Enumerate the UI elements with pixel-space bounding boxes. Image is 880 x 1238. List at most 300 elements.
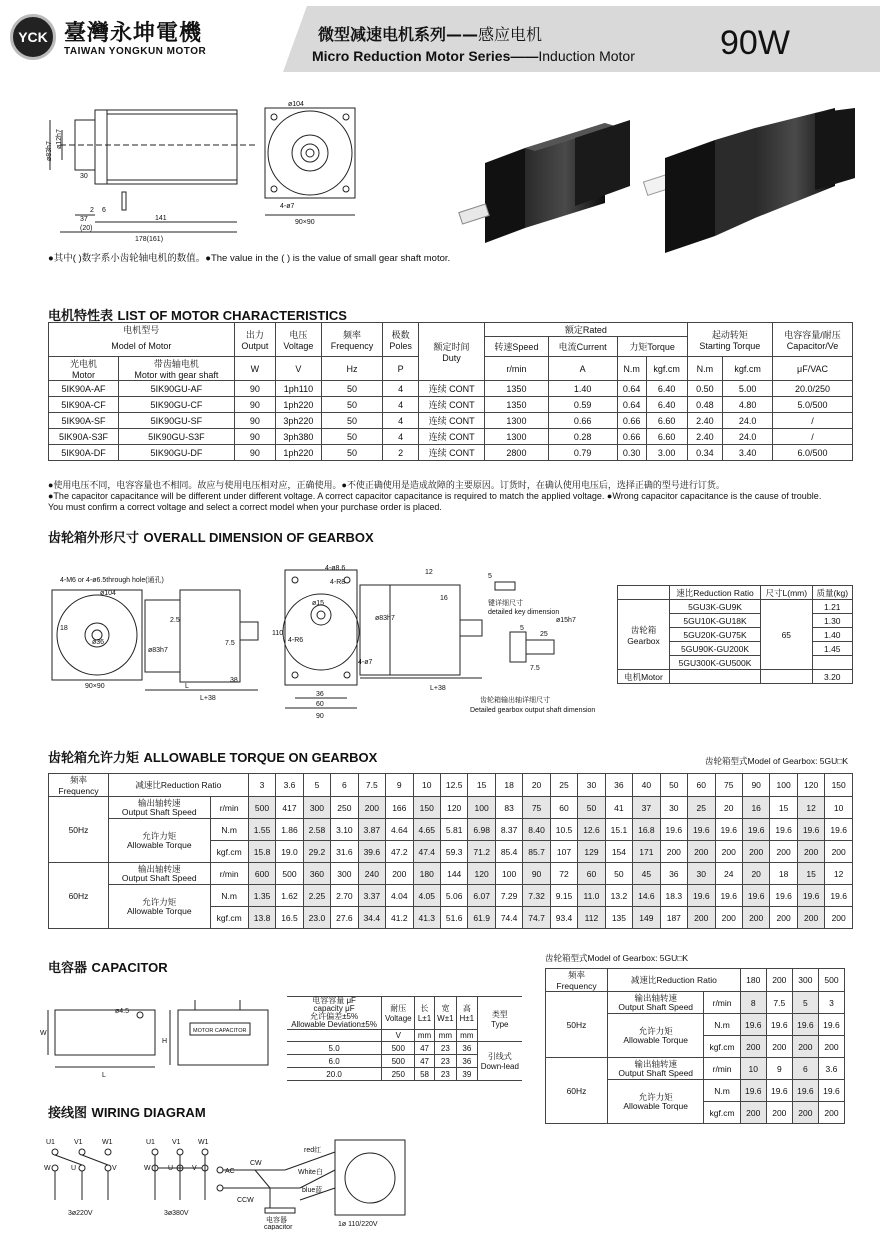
motor-cell: 90 <box>234 445 276 461</box>
th-width-cn: 宽 <box>441 1004 450 1013</box>
ratio-header: 50 <box>660 774 687 797</box>
torque-value: 200 <box>770 907 797 929</box>
param-cell <box>608 1014 704 1058</box>
torque-row <box>546 992 845 1014</box>
torque-value: 41.2 <box>386 907 413 929</box>
terminal-label: W1 <box>102 1139 113 1146</box>
th-unit: μF/VAC <box>773 357 853 381</box>
torque2-table <box>545 968 845 1124</box>
torque-value: 3.6 <box>818 1058 844 1080</box>
power-rating: 90W <box>720 24 790 62</box>
param-cell <box>608 1080 704 1124</box>
th-voltage <box>382 997 415 1030</box>
ratio-cell: 5GU10K-GU18K <box>670 614 761 628</box>
torque-value: 150 <box>413 797 440 819</box>
torque-value: 200 <box>740 1102 766 1124</box>
ratio-header: 7.5 <box>358 774 385 797</box>
dim-label: 2 <box>90 207 94 214</box>
ratio-header: 150 <box>825 774 853 797</box>
motor-cell: 4.80 <box>723 397 773 413</box>
brand-name-cn: 臺灣永坤電機 <box>64 21 203 46</box>
torque-value: 75 <box>523 797 550 819</box>
dim-label: 30 <box>80 173 88 180</box>
torque-row <box>49 797 853 819</box>
motor-cell: 0.28 <box>548 429 617 445</box>
ratio-header: 6 <box>331 774 358 797</box>
torque-value: 4.05 <box>413 885 440 907</box>
torque-value: 10 <box>740 1058 766 1080</box>
ratio-header: 120 <box>797 774 824 797</box>
cap-type-cn: 引线式 <box>487 1052 512 1061</box>
motor-cell: 50 <box>321 445 383 461</box>
cap-dim: L <box>102 1072 106 1079</box>
param-cell <box>109 819 211 863</box>
torque-value: 187 <box>660 907 687 929</box>
param-cn: 输出轴转速 <box>138 863 181 874</box>
motor-cell: 0.50 <box>687 381 723 397</box>
brand-logo: YCK <box>10 14 56 60</box>
dim-label: ø83h7 <box>375 615 395 622</box>
torque-value: 23.0 <box>303 907 330 929</box>
th-cap <box>287 997 382 1030</box>
torque-value: 600 <box>248 863 275 885</box>
torque-value: 60 <box>578 863 605 885</box>
th-plain-cn: 光电机 <box>70 359 98 369</box>
shaft-note-cn: 齿轮箱输出轴详细尺寸 <box>480 697 550 704</box>
torque-value: 200 <box>715 907 742 929</box>
param-cell <box>109 885 211 929</box>
th-unit: kgf.cm <box>723 357 773 381</box>
torque-value: 5 <box>792 992 818 1014</box>
torque-value: 2.25 <box>303 885 330 907</box>
cap-cell: 36 <box>457 1055 478 1068</box>
torque-table <box>48 773 853 929</box>
unit-cell: r/min <box>210 863 248 885</box>
cap-cell: 23 <box>434 1042 456 1055</box>
torque-value: 20 <box>742 863 769 885</box>
voltage-label: 1ø 110/220V <box>338 1221 378 1228</box>
ratio-header: 60 <box>688 774 715 797</box>
param-cell <box>608 1058 704 1080</box>
motor-cell: 0.64 <box>617 397 646 413</box>
motor-outline-drawing <box>40 100 460 245</box>
th-output <box>234 323 276 357</box>
dim-label: ø83h7 <box>46 141 53 161</box>
torque-value: 41 <box>605 797 632 819</box>
torque-value: 250 <box>331 797 358 819</box>
torque-value: 19.6 <box>792 1080 818 1102</box>
freq-cell: 60Hz <box>49 863 109 929</box>
torque-value: 19.6 <box>797 885 824 907</box>
param-en: Allowable Torque <box>623 1034 688 1045</box>
terminal-label: V1 <box>172 1139 181 1146</box>
th-plain-en: Motor <box>72 370 96 380</box>
th-type-en: Type <box>491 1020 509 1029</box>
torque-value: 15.8 <box>248 841 275 863</box>
param-en: Output Shaft Speed <box>121 806 197 817</box>
torque-value: 200 <box>797 907 824 929</box>
torque-value: 500 <box>276 863 303 885</box>
torque-value: 4.64 <box>386 819 413 841</box>
motor-cell: 0.59 <box>548 397 617 413</box>
torque-value: 60 <box>550 797 577 819</box>
motor-cell: 0.66 <box>617 429 646 445</box>
motor-cell: 0.66 <box>548 413 617 429</box>
ratio-header: 3 <box>248 774 275 797</box>
torque-value: 24 <box>715 863 742 885</box>
param-en: Output Shaft Speed <box>121 872 197 883</box>
torque-value: 13.8 <box>248 907 275 929</box>
torque-value: 16 <box>742 797 769 819</box>
ac-label: AC <box>225 1168 235 1175</box>
param-cn: 输出轴转速 <box>634 1058 677 1069</box>
torque-value: 18.3 <box>660 885 687 907</box>
th-cap-en: capacity μF <box>313 1004 355 1013</box>
dim-label: 25 <box>540 631 548 638</box>
param-en: Output Shaft Speed <box>618 1001 694 1012</box>
capacitor-title <box>48 957 168 976</box>
title-cn: 齿轮箱外形尺寸 <box>48 531 140 546</box>
ratio-cell <box>670 670 761 684</box>
torque-value: 200 <box>660 841 687 863</box>
torque-value: 8 <box>740 992 766 1014</box>
cap-dim: H <box>162 1038 168 1045</box>
torque-value: 12 <box>797 797 824 819</box>
motor-row <box>49 381 853 397</box>
motor-cell: 0.34 <box>687 445 723 461</box>
th-voltage-cn: 电压 <box>289 330 308 340</box>
dim-label: 18 <box>60 625 68 632</box>
torque-row <box>49 819 853 841</box>
unit-cell: r/min <box>704 992 740 1014</box>
th-frequency <box>321 323 383 357</box>
motor-cell: 5IK90GU-S3F <box>119 429 235 445</box>
ratio-header: 180 <box>740 969 766 992</box>
torque-value: 200 <box>715 841 742 863</box>
torque-value: 120 <box>440 797 467 819</box>
dim-label: 60 <box>316 701 324 708</box>
th-voltage <box>276 323 321 357</box>
cap-cell: 47 <box>415 1042 434 1055</box>
motor-cell: 4 <box>383 381 419 397</box>
th-length <box>415 997 434 1030</box>
cap-cell: 23 <box>434 1068 456 1081</box>
motor-cell: 5.0/500 <box>773 397 853 413</box>
dim-label: 4-M6 or 4-ø6.5through hole(通孔) <box>60 577 164 584</box>
size-cell: 65 <box>761 600 812 670</box>
motor-photos <box>455 108 865 258</box>
mass-cell: 1.40 <box>812 628 852 642</box>
torque-value: 74.7 <box>523 907 550 929</box>
dim-label: 2.5 <box>170 617 180 624</box>
th-unit: r/min <box>485 357 549 381</box>
ratio-header: 15 <box>468 774 495 797</box>
th-size: 尺寸L(mm) <box>761 586 812 600</box>
th-ratio: 速比Reduction Ratio <box>670 586 761 600</box>
torque-row <box>546 1058 845 1080</box>
param-cell <box>109 797 211 819</box>
dim-label: ø15h7 <box>556 617 576 624</box>
title-cn: 接线图 <box>48 1106 88 1121</box>
torque-value: 129 <box>578 841 605 863</box>
motor-cell: / <box>773 429 853 445</box>
torque-value: 3.37 <box>358 885 385 907</box>
th-freq: 频率Frequency <box>49 774 109 797</box>
mass-cell: 1.21 <box>812 600 852 614</box>
ratio-header: 12.5 <box>440 774 467 797</box>
capacitor-label-en: capacitor <box>264 1224 293 1230</box>
th-width-en: W±1 <box>437 1014 454 1023</box>
capacitor-label-cn: 电容器 <box>266 1217 287 1224</box>
torque-value: 19.6 <box>715 885 742 907</box>
cap-cell: 500 <box>382 1055 415 1068</box>
unit-cell: kgf.cm <box>704 1036 740 1058</box>
terminal-label: U <box>71 1165 77 1172</box>
terminal-label: V <box>192 1165 197 1172</box>
torque-value: 30 <box>660 797 687 819</box>
torque-value: 1.86 <box>276 819 303 841</box>
motor-cell: 5IK90GU-SF <box>119 413 235 429</box>
motor-cell: 3.40 <box>723 445 773 461</box>
torque-value: 19.6 <box>740 1080 766 1102</box>
motor-cell: 5IK90A-DF <box>49 445 119 461</box>
th-freq-en: Frequency <box>330 341 374 351</box>
th-starting-torque <box>687 323 772 357</box>
cap-cell: 250 <box>382 1068 415 1081</box>
th-ratio: 减速比Reduction Ratio <box>109 774 249 797</box>
unit-cell: N.m <box>704 1080 740 1102</box>
ratio-header: 30 <box>578 774 605 797</box>
title-en: OVERALL DIMENSION OF GEARBOX <box>143 530 374 545</box>
dim-label: L <box>185 683 189 690</box>
th-height <box>457 997 478 1030</box>
motor-cell: 50 <box>321 397 383 413</box>
torque-rows <box>49 797 853 929</box>
motor-cell: 5IK90A-CF <box>49 397 119 413</box>
th-duty <box>418 323 484 381</box>
shaft-note-cn: ●其中( )数字系小齿轮轴电机的数值。 <box>48 253 206 264</box>
param-en: Allowable Torque <box>126 839 192 850</box>
th-voltage-cn: 耐压 <box>390 1004 407 1013</box>
th-unit: Hz <box>321 357 383 381</box>
motor-cell: 90 <box>234 413 276 429</box>
torque-value: 100 <box>468 797 495 819</box>
th-capacitor <box>773 323 853 357</box>
motor-cell: 90 <box>234 429 276 445</box>
param-cn: 允许力矩 <box>638 1025 673 1036</box>
torque-value: 20 <box>715 797 742 819</box>
torque-value: 19.6 <box>742 885 769 907</box>
torque2-model-note: 齿轮箱型式Model of Gearbox: 5GU□K <box>545 953 689 963</box>
motor-cell: 24.0 <box>723 429 773 445</box>
cap-cell: 36 <box>457 1042 478 1055</box>
dim-label: 90 <box>316 713 324 720</box>
torque-value: 59.3 <box>440 841 467 863</box>
dim-label: 90×90 <box>85 683 105 690</box>
ccw-label: CCW <box>237 1197 254 1204</box>
torque-value: 8.40 <box>523 819 550 841</box>
gearbox-dim-title <box>48 527 374 546</box>
cap-dim: ø4.5 <box>115 1008 130 1015</box>
motor-cell: 5.00 <box>723 381 773 397</box>
torque-value: 4.65 <box>413 819 440 841</box>
th-model-en: Model of Motor <box>49 337 235 357</box>
th-gear-en: Motor with gear shaft <box>134 370 219 380</box>
torque-value: 19.6 <box>742 819 769 841</box>
th-freq: 频率Frequency <box>546 969 608 992</box>
dim-label: 4-R6 <box>288 637 304 644</box>
torque-value: 31.6 <box>331 841 358 863</box>
torque-value: 500 <box>248 797 275 819</box>
torque-value: 417 <box>276 797 303 819</box>
terminal-label: V1 <box>74 1139 83 1146</box>
torque-value: 47.4 <box>413 841 440 863</box>
torque-row <box>49 885 853 907</box>
ratio-cell: 5GU3K-GU9K <box>670 600 761 614</box>
motor-cell: 1.40 <box>548 381 617 397</box>
title-en: WIRING DIAGRAM <box>91 1105 206 1120</box>
unit-cell: N.m <box>210 885 248 907</box>
dim-label: 5 <box>488 573 492 580</box>
ratio-header: 36 <box>605 774 632 797</box>
motor-cell: 90 <box>234 381 276 397</box>
motor-cell: 5IK90GU-CF <box>119 397 235 413</box>
torque-value: 3.10 <box>331 819 358 841</box>
motor-cell: 50 <box>321 381 383 397</box>
size-cell <box>761 670 812 684</box>
title-cn: 电容器 <box>48 961 88 976</box>
ratio-header: 10 <box>413 774 440 797</box>
motor-cell: 6.0/500 <box>773 445 853 461</box>
freq-cell: 50Hz <box>546 992 608 1058</box>
motor-cell: 1350 <box>485 381 549 397</box>
cap-cell: 20.0 <box>287 1068 382 1081</box>
capacitor-table <box>287 996 522 1081</box>
dim-label: 4-ø7 <box>358 659 373 666</box>
title-en: CAPACITOR <box>91 960 168 975</box>
torque-row <box>49 863 853 885</box>
torque-value: 50 <box>605 863 632 885</box>
th-height-cn: 高 <box>462 1004 471 1013</box>
cap-cell: 23 <box>434 1055 456 1068</box>
terminal-label: W <box>144 1165 151 1172</box>
torque-value: 72 <box>550 863 577 885</box>
characteristics-rows <box>49 381 853 461</box>
motor-cell: 1ph220 <box>276 445 321 461</box>
torque-value: 12.6 <box>578 819 605 841</box>
torque-value: 25 <box>688 797 715 819</box>
torque-value: 200 <box>766 1036 792 1058</box>
torque-value: 39.6 <box>358 841 385 863</box>
wiring-diagram <box>40 1130 420 1230</box>
terminal-label: W <box>44 1165 51 1172</box>
torque-value: 15 <box>770 797 797 819</box>
motor-cell: 1300 <box>485 413 549 429</box>
motor-cell: 24.0 <box>723 413 773 429</box>
dim-label: 36 <box>316 691 324 698</box>
motor-cell: 1300 <box>485 429 549 445</box>
torque-value: 200 <box>818 1102 844 1124</box>
ratio-header: 20 <box>523 774 550 797</box>
ratio-header: 25 <box>550 774 577 797</box>
terminal-label: W1 <box>198 1139 209 1146</box>
dim-label: 90×90 <box>295 219 315 226</box>
dim-label: 4-ø7 <box>280 203 295 210</box>
torque-value: 9.15 <box>550 885 577 907</box>
motor-cell: 5IK90GU-DF <box>119 445 235 461</box>
torque-value: 18 <box>770 863 797 885</box>
torque-value: 149 <box>633 907 660 929</box>
mass-cell <box>812 656 852 670</box>
motor-row <box>49 429 853 445</box>
th-torque: 力矩Torque <box>617 337 687 357</box>
torque-value: 200 <box>770 841 797 863</box>
param-cn: 输出轴转速 <box>634 992 677 1003</box>
cap-cell: 5.0 <box>287 1042 382 1055</box>
torque-value: 19.6 <box>797 819 824 841</box>
torque-value: 120 <box>468 863 495 885</box>
title-en: ALLOWABLE TORQUE ON GEARBOX <box>143 750 378 765</box>
unit-cell: r/min <box>210 797 248 819</box>
ratio-header: 18 <box>495 774 522 797</box>
torque-value: 19.6 <box>688 885 715 907</box>
unit-cell: kgf.cm <box>210 907 248 929</box>
voltage-label: 3ø380V <box>164 1210 189 1217</box>
param-cell <box>608 992 704 1014</box>
dim-label: 7.5 <box>225 640 235 647</box>
unit-cell: kgf.cm <box>704 1102 740 1124</box>
motor-cell: 2.40 <box>687 413 723 429</box>
torque-value: 200 <box>358 797 385 819</box>
torque-value: 6.98 <box>468 819 495 841</box>
th-voltage-en: Voltage <box>283 341 314 351</box>
torque-value: 14.6 <box>633 885 660 907</box>
torque-value: 85.7 <box>523 841 550 863</box>
unit-cell: V <box>382 1030 415 1042</box>
shaft-note-en: Detailed gearbox output shaft dimension <box>470 707 596 714</box>
freq-cell: 60Hz <box>546 1058 608 1124</box>
th-model-cn: 电机型号 <box>123 325 160 336</box>
dim-label: 5 <box>520 625 524 632</box>
torque-value: 1.55 <box>248 819 275 841</box>
motor-cell: 连续 CONT <box>418 445 484 461</box>
motor-row <box>49 397 853 413</box>
torque-value: 200 <box>688 841 715 863</box>
torque-value: 2.70 <box>331 885 358 907</box>
torque-value: 50 <box>578 797 605 819</box>
motor-cell: 2.40 <box>687 429 723 445</box>
th-output-cn: 出力 <box>245 330 264 340</box>
torque-value: 34.4 <box>358 907 385 929</box>
ratio-header: 100 <box>770 774 797 797</box>
th-unit: A <box>548 357 617 381</box>
torque-value: 36 <box>660 863 687 885</box>
dim-label: ø104 <box>288 101 304 108</box>
torque-value: 16.5 <box>276 907 303 929</box>
th-speed: 转速Speed <box>485 337 549 357</box>
unit-cell: N.m <box>704 1014 740 1036</box>
th-duty-cn: 额定时间 <box>433 342 470 352</box>
torque-value: 154 <box>605 841 632 863</box>
motor-cell: 6.60 <box>646 429 687 445</box>
torque-value: 41.3 <box>413 907 440 929</box>
th-duty-en: Duty <box>442 353 461 363</box>
th-freq-cn: 频率 <box>342 330 361 340</box>
cap-cell: 58 <box>415 1068 434 1081</box>
torque-value: 300 <box>303 797 330 819</box>
th-cap-cn: 电容容量/耐压 <box>784 330 841 340</box>
torque-value: 12 <box>825 863 853 885</box>
